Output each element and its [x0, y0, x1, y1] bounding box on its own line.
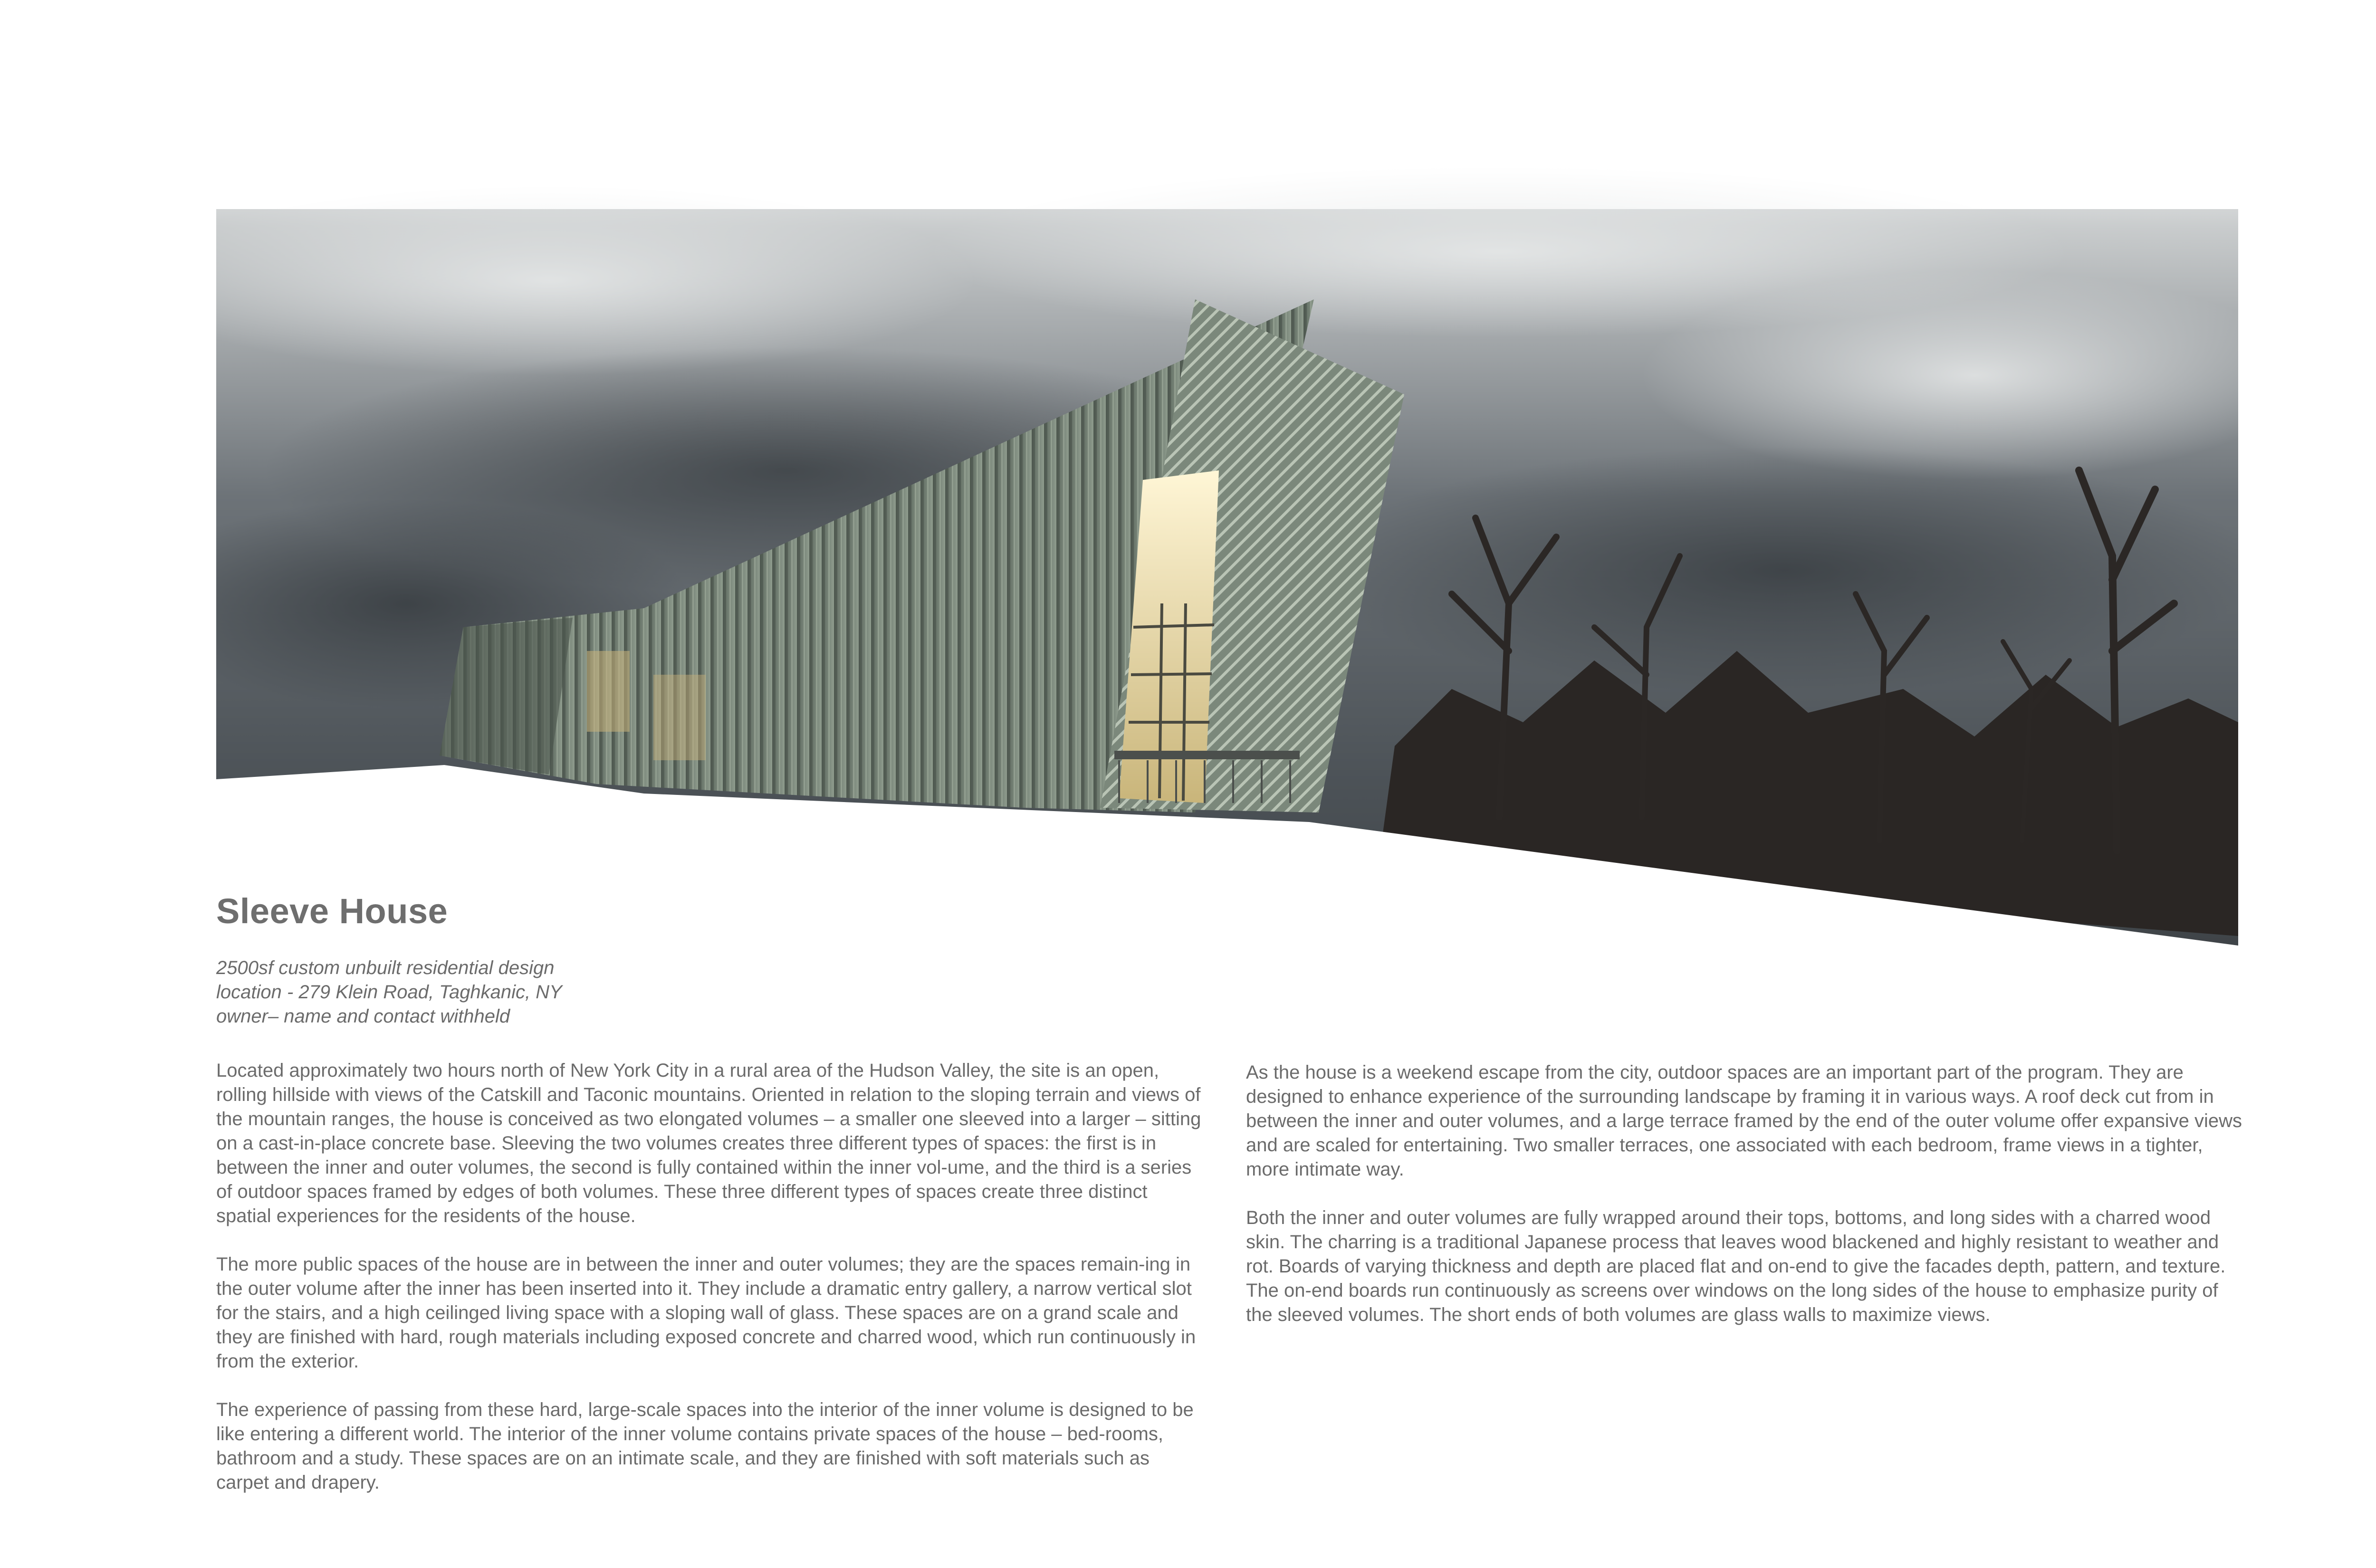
meta-owner: owner– name and contact withheld: [216, 1006, 510, 1027]
paragraph-private-spaces: The experience of passing from these hard, large-scale spaces into the interior of the inner volume is designed to be like entering a different world. The interior of the inner volume contains private spaces of the house – bed-rooms, bathroom and a study. These spaces are on an intimate scale, and they are finished with soft materials such as carpet and drapery.: [216, 1399, 1194, 1493]
description-column-right: [1246, 1061, 2244, 1351]
meta-location: location - 279 Klein Road, Taghkanic, NY: [216, 982, 562, 1003]
paragraph-outdoor-spaces: As the house is a weekend escape from the city, outdoor spaces are an important part of the program. They are designed to enhance experience of the surrounding landscape by framing it in various ways. A roof deck cut from in between the inner and outer volumes, and a large terrace framed by the end of the outer volume offer expansive views and are scaled for entertaining. Two smaller terraces, one associated with each bedroom, frame views in a tighter, more intimate way.: [1246, 1062, 2242, 1180]
project-meta: [216, 956, 562, 1029]
meta-size: 2500sf custom unbuilt residential design: [216, 957, 555, 978]
project-title: Sleeve House: [216, 891, 448, 931]
paragraph-public-spaces: The more public spaces of the house are in between the inner and outer volumes; they are the spaces remain-ing in the outer volume after the inner has been inserted into it. They include a dramatic entry gallery, a narrow vertical slot for the stairs, and a high ceilinged living space with a sloping wall of glass. These spaces are on a grand scale and they are finished with hard, rough materials including exposed concrete and charred wood, which run continuously in from the exterior.: [216, 1254, 1196, 1372]
hero-render-image: [216, 128, 2238, 946]
paragraph-materials: Both the inner and outer volumes are fully wrapped around their tops, bottoms, and long sides with a charred wood skin. The charring is a traditional Japanese process that leaves wood blackened and highly resistant to weather and rot. Boards of varying thickness and depth are placed flat and on-end to give the facades depth, pattern, and texture. The on-end boards run continuously as screens over windows on the long sides of the house to emphasize purity of the sleeved volumes. The short ends of both volumes are glass walls to maximize views.: [1246, 1207, 2226, 1325]
description-column-left: [216, 1059, 1205, 1519]
paragraph-site: Located approximately two hours north of New York City in a rural area of the Hudson Valley, the site is an open, rolling hillside with views of the Catskill and Taconic mountains. Oriented in relation to the sloping terrain and views of the mountain ranges, the house is conceived as two elongated volumes – a smaller one sleeved into a larger – sitting on a cast-in-place concrete base. Sleeving the two volumes creates three different types of spaces: the first is in between the inner and outer volumes, the second is fully contained within the inner vol-ume, and the third is a series of outdoor spaces framed by edges of both volumes. These three different types of spaces create three distinct spatial experiences for the residents of the house.: [216, 1060, 1201, 1226]
